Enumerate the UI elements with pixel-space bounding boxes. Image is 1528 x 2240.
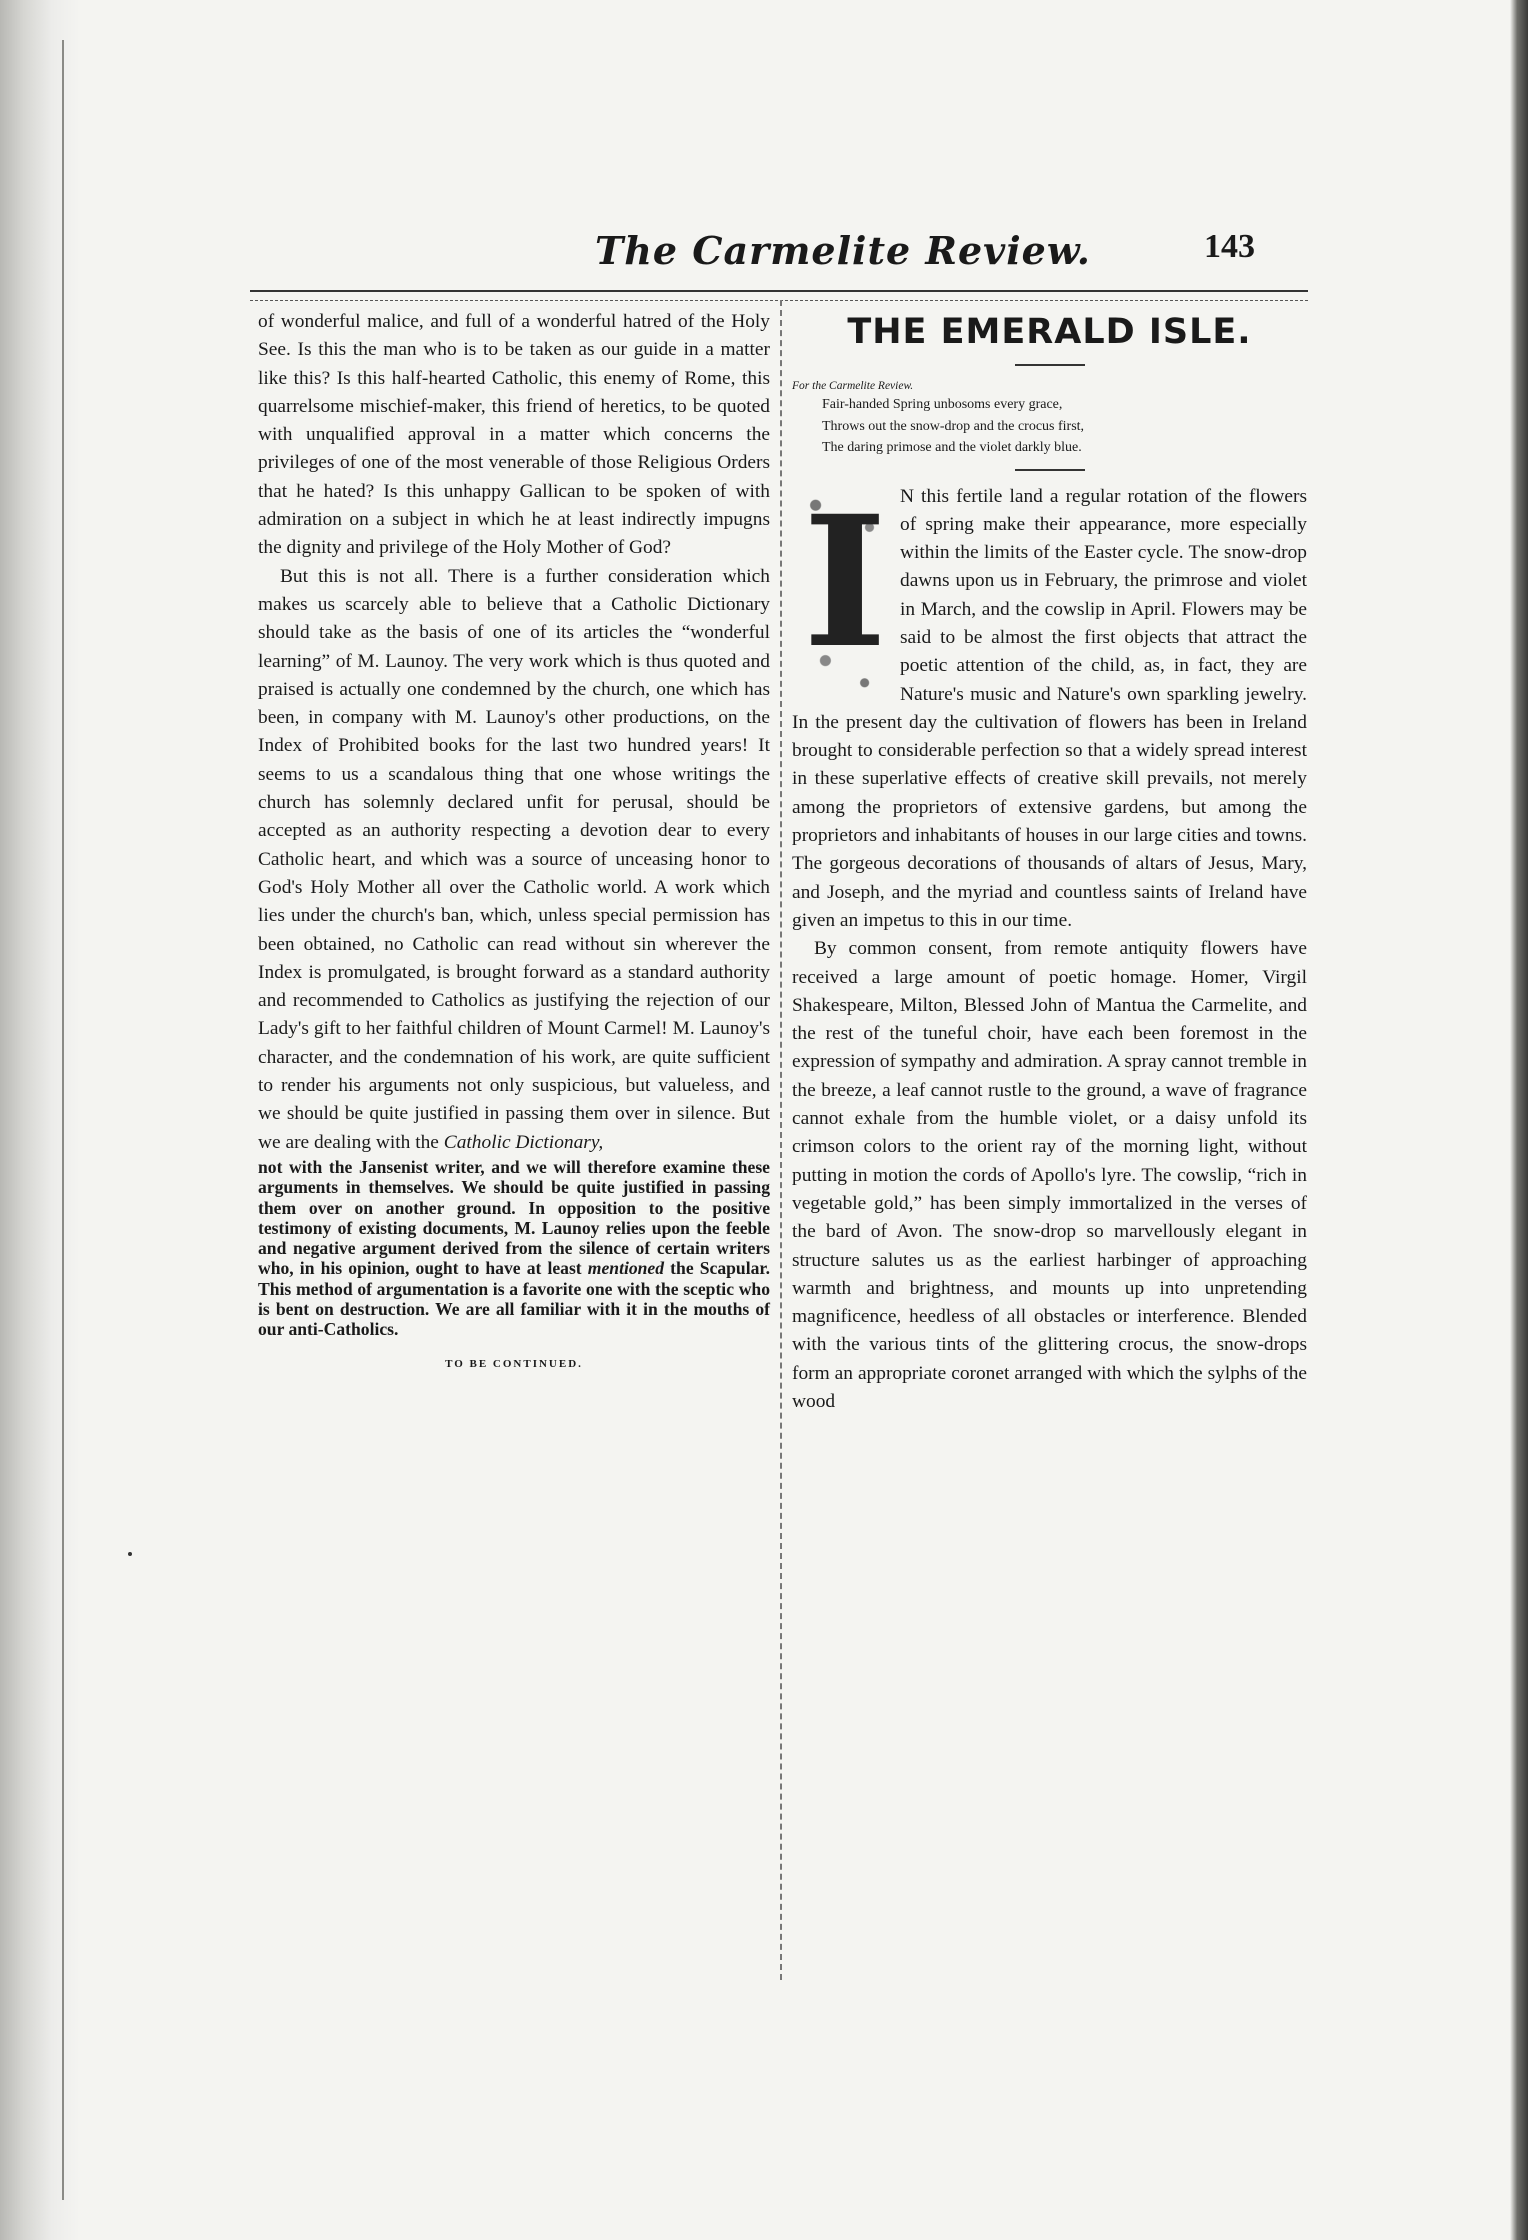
left-paragraph-2-tail: not with the Jansenist writer, and we will therefore examine these arguments in themselves. We should be quite justified in passing them over on another ground. In opposition to the positive testimony of existing documents, M. Launoy relies upon the feeble and negative argument derived from the silence of certain writers who, in his opinion, ought to have at least [258, 1156, 770, 1279]
header-rule [250, 290, 1308, 301]
byline: For the Carmelite Review. [792, 380, 914, 392]
epigraph-line-3: The daring primose and the violet darkly blue. [822, 440, 1082, 455]
mentioned-word: mentioned [587, 1258, 665, 1279]
page-right-edge [1510, 0, 1528, 2240]
left-paragraph-2-end: the Scapular. This method of argumentation is a favorite one with the sceptic who is bent on destruction. We are all familiar with it in the mouths of our anti-Catholics. [258, 1258, 770, 1340]
left-paragraph-2-text: But this is not all. There is a further consideration which makes us scarcely able to believe that a Catholic Dictionary should take as the basis of one of its articles the “wonderful learning” of M. Launoy. The very work which is thus quoted and praised is actually one condemned by the church, one which has been, in company with M. Launoy's other productions, on the Index of Prohibited books for the last two hundred years! It seems to us a scandalous thing that one whose writings the church has solemnly declared unfit for perusal, should be accepted as an authority respecting a devotion dear to every Catholic heart, and which was a source of unceasing honor to God's Holy Mother all over the Catholic world. A work which lies under the church's ban, which, unless special permission has been obtained, no Catholic can read without sin wherever the Index is promulgated, is brought forward as a standard authority and recommended to Catholics as justifying the rejection of our Lady's gift to her faithful children of Mount Carmel! M. Launoy's character, and the condemnation of his work, are quite sufficient to render his arguments not only suspicious, but valueless, and we should be quite justified in passing them over in silence. But we are dealing with the [258, 565, 770, 1153]
page-number: 143 [1204, 228, 1255, 265]
page-binding-shadow [0, 0, 80, 2240]
title-rule [1015, 364, 1085, 366]
left-paragraph-1: of wonderful malice, and full of a wonderful hatred of the Holy See. Is this the man who is to be taken as our guide in a matter like this? Is this half-hearted Catholic, this enemy of Rome, this quarrelsome mischief-maker, this friend of heretics, to be quoted with unqualified approval in a matter which concerns the privileges of one of the most venerable of those Religious Orders that he hated? Is this unhappy Gallican to be spoken of with admiration on a subject in which he at least indirectly impugns the dignity and privilege of the Holy Mother of God? [258, 311, 770, 559]
ornamental-drop-cap: I [796, 483, 894, 705]
right-paragraph-1: N this fertile land a regular rotation of the flowers of spring make their appearance, more especially within the limits of the Easter cycle. The snow-drop dawns upon us in February, the primrose and violet in March, and the cowslip in April. Flowers may be said to be almost the first objects that attract the poetic attention of the child, as, in fact, they are Nature's music and Nature's own sparkling jewelry. In the present day the cultivation of flowers has been in Ireland brought to considerable perfection so that a widely spread interest in these superlative effects of creative skill prevails, not merely among the proprietors of extensive gardens, but among the proprietors and inhabitants of houses in our large cities and towns. The gorgeous decorations of thousands of altars of Jesus, Mary, and Joseph, and the myriad and countless saints of Ireland have given an impetus to this in our time. [792, 485, 1308, 931]
binding-line [62, 40, 64, 2200]
epigraph-line-2: Throws out the snow-drop and the crocus first, [822, 418, 1085, 434]
to-be-continued: TO BE CONTINUED. [445, 1357, 583, 1370]
journal-title: The Carmelite Review. [595, 228, 1091, 273]
right-column [792, 308, 1307, 1416]
ink-speck [128, 1552, 132, 1556]
left-paragraph-2-continuation [258, 1157, 770, 1340]
epigraph-line-1: Fair-handed Spring unbosoms every grace, [822, 397, 1063, 412]
catholic-dictionary-title: Catholic Dictionary, [443, 1131, 604, 1153]
right-paragraph-2: By common consent, from remote antiquity flowers have received a large amount of poetic homage. Homer, Virgil Shakespeare, Milton, Blessed John of Mantua the Carmelite, and the rest of the tuneful choir, have each been foremost in the expression of sympathy and admiration. A spray cannot tremble in the breeze, a leaf cannot rustle to the ground, a wave of fragrance cannot exhale from the humble violet, or a daisy unfold its crimson colors to the orient ray of the morning light, without putting in motion the cords of Apollo's lyre. The cowslip, “rich in vegetable gold,” has been simply immortalized in the verses of the bard of Avon. The snow-drop so marvellously elegant in structure salutes us as the earliest harbinger of approaching warmth and brightness, and mounts up into unpretending magnificence, heedless of all obstacles or interference. Blended with the various tints of the glittering crocus, the snow-drops form an appropriate coronet arranged with which the sylphs of the wood [792, 938, 1307, 1412]
left-paragraph-2 [258, 563, 770, 1157]
article-opening [792, 476, 1308, 936]
page-header [250, 228, 1255, 276]
column-divider [780, 300, 782, 1980]
left-column [258, 308, 770, 1378]
epigraph-rule [1015, 469, 1085, 471]
article-title: THE EMERALD ISLE. [847, 312, 1252, 352]
